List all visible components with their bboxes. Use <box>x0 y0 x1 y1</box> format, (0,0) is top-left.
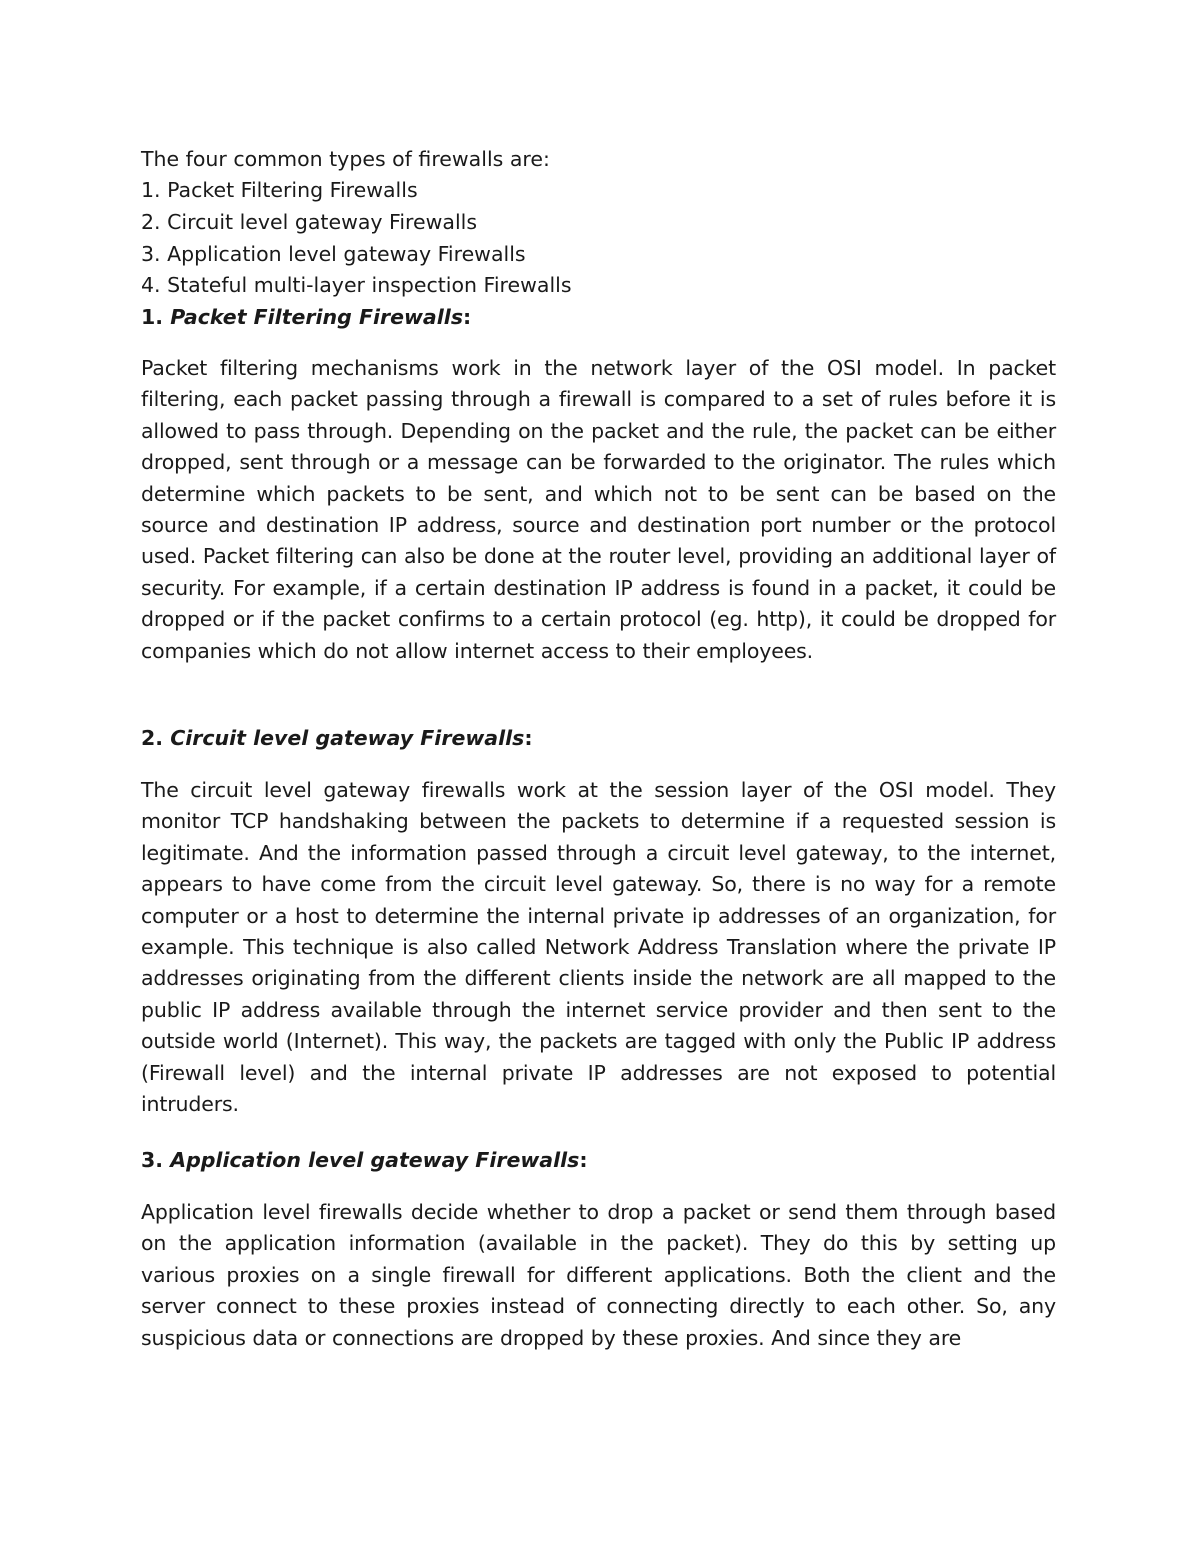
section-heading-circuit-level <box>141 726 533 750</box>
section-number: 3. <box>141 1148 164 1172</box>
section-body-packet-filtering: Packet filtering mechanisms work in the network layer of the OSI model. In packet filtering, each packet passing through a firewall is compared to a set of rules before it is allowed to pass through. Depending on the packet and the rule, the packet can be either dropped, sent through or a message can be forwarded to the originator. The rules which determine which packets to be sent, and which not to be sent can be based on the source and destination IP address, source and destination port number or the protocol used. Packet filtering can also be done at the router level, providing an additional layer of security. For example, if a certain destination IP address is found in a packet, it could be dropped or if the packet confirms to a certain protocol (eg. http), it could be dropped for companies which do not allow internet access to their employees. <box>141 356 1056 663</box>
intro-lead: The four common types of firewalls are: <box>141 147 550 171</box>
section-number: 1. <box>141 305 164 329</box>
section-title: Application level gateway Firewalls <box>170 1148 580 1172</box>
intro-list-item: 1. Packet Filtering Firewalls <box>141 178 418 202</box>
section-heading-application-level <box>141 1148 588 1172</box>
intro-list-item: 2. Circuit level gateway Firewalls <box>141 210 478 234</box>
section-number: 2. <box>141 726 164 750</box>
section-title: Circuit level gateway Firewalls <box>170 726 525 750</box>
section-title-suffix: : <box>463 305 472 329</box>
section-title-suffix: : <box>579 1148 588 1172</box>
section-body-application-level: Application level firewalls decide whether to drop a packet or send them through based on the application information (available in the packet). They do this by setting up various proxies on a single firewall for different applications. Both the client and the server connect to these proxies instead of connecting directly to each other. So, any suspicious data or connections are dropped by these proxies. And since they are <box>141 1200 1056 1350</box>
section-heading-packet-filtering <box>141 305 471 329</box>
section-body-circuit-level: The circuit level gateway firewalls work at the session layer of the OSI model. They monitor TCP handshaking between the packets to determine if a requested session is legitimate. And the information passed through a circuit level gateway, to the internet, appears to have come from the circuit level gateway. So, there is no way for a remote computer or a host to determine the internal private ip addresses of an organization, for example. This technique is also called Network Address Translation where the private IP addresses originating from the different clients inside the network are all mapped to the public IP address available through the internet service provider and then sent to the outside world (Internet). This way, the packets are tagged with only the Public IP address (Firewall level) and the internal private IP addresses are not exposed to potential intruders. <box>141 778 1056 1117</box>
section-title-suffix: : <box>524 726 533 750</box>
intro-list-item: 4. Stateful multi-layer inspection Firewalls <box>141 273 572 297</box>
section-title: Packet Filtering Firewalls <box>170 305 464 329</box>
intro-list-item: 3. Application level gateway Firewalls <box>141 242 526 266</box>
